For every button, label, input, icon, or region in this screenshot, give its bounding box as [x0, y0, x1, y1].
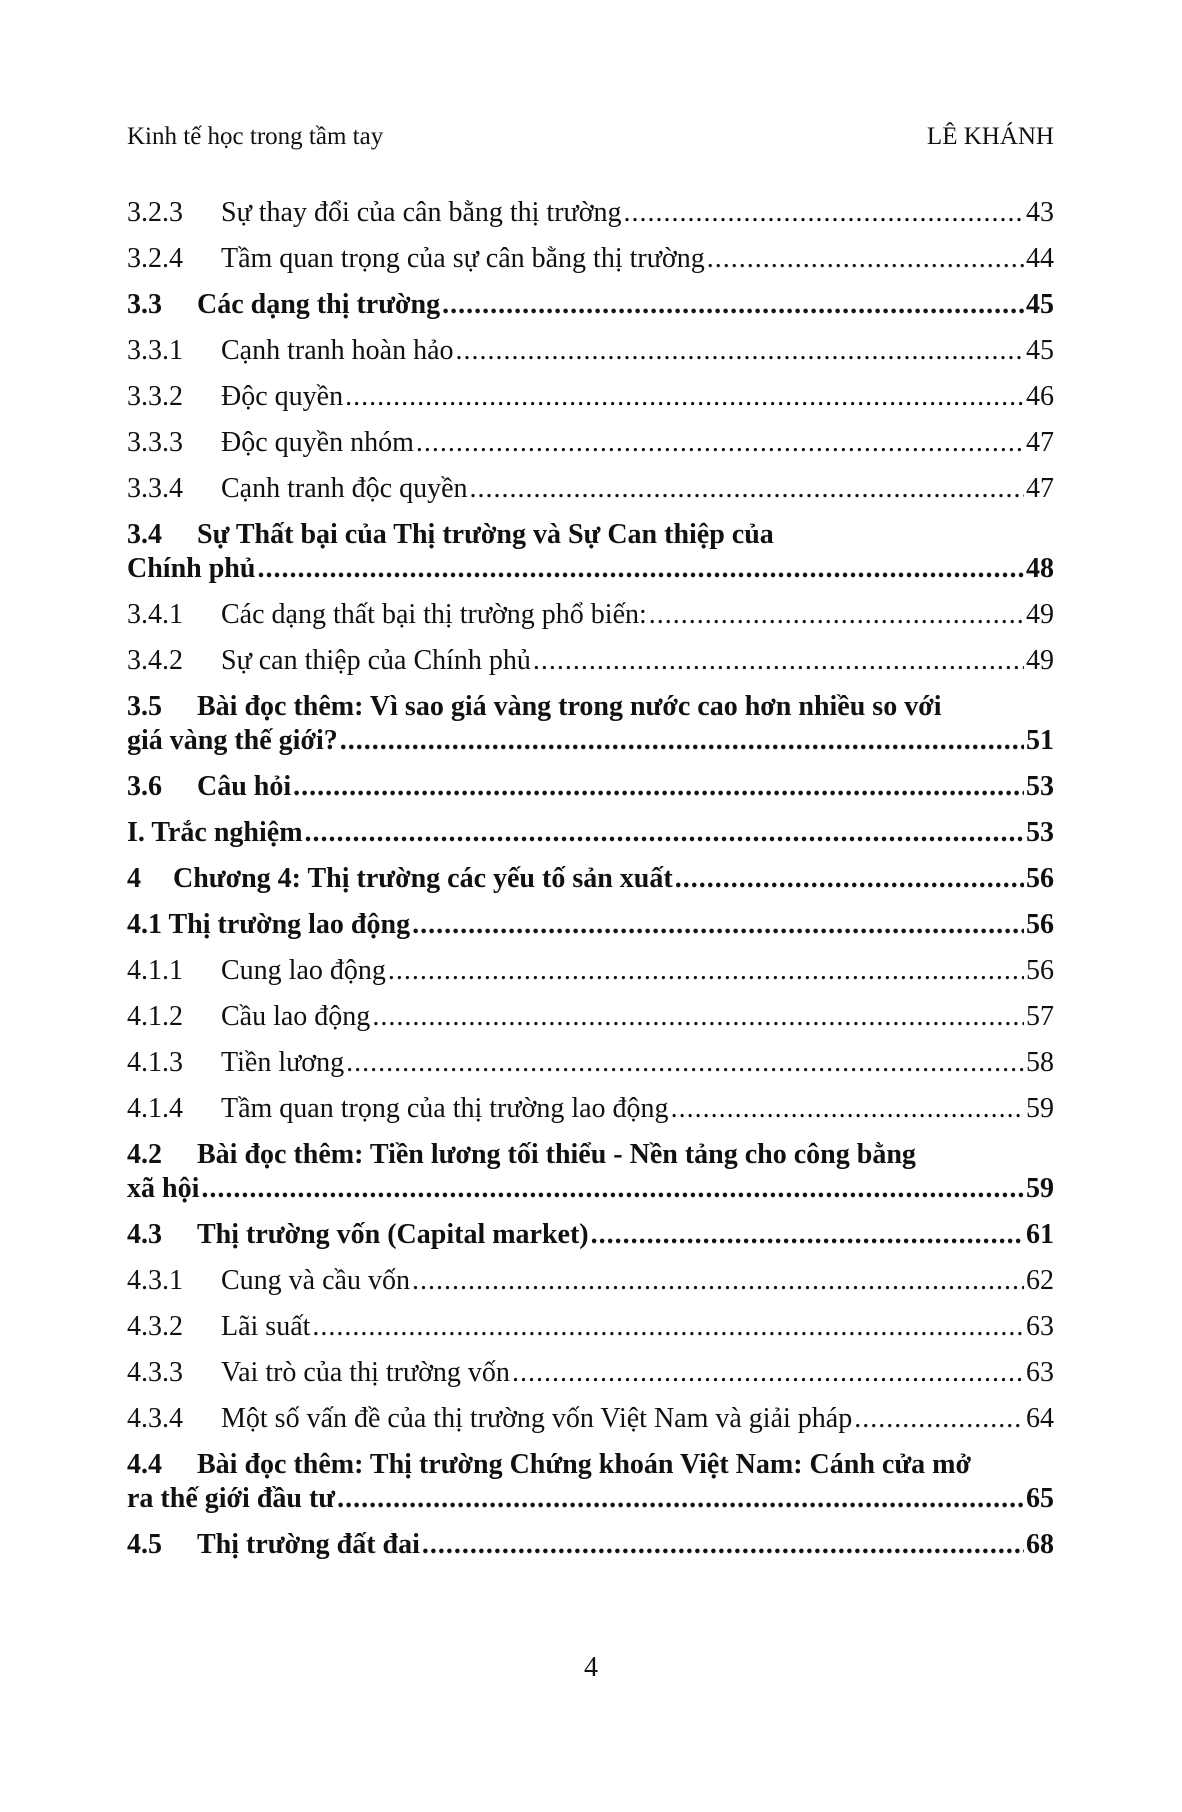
toc-entry-page: 49 — [1026, 645, 1054, 676]
toc-leader-dots — [422, 1528, 1024, 1562]
toc-entry-title: Cạnh tranh hoàn hảo — [221, 335, 454, 366]
toc-entry-title: Bài đọc thêm: Vì sao giá vàng trong nước cao hơn nhiều so với — [197, 691, 942, 722]
toc-entry-page: 59 — [1026, 1093, 1054, 1124]
toc-entry-number: 3.3 — [127, 289, 162, 320]
toc-entry[interactable] — [127, 1218, 1054, 1252]
toc-entry-title: Tiền lương — [221, 1047, 345, 1078]
toc-entry-title: Cung và cầu vốn — [221, 1265, 410, 1296]
toc-entry-number: 4.1.2 — [127, 1001, 183, 1032]
page-number: 4 — [584, 1652, 598, 1683]
book-title: Kinh tế học trong tầm tay — [127, 123, 384, 150]
toc-leader-dots — [293, 770, 1024, 804]
toc-entry-number: 3.2.4 — [127, 243, 183, 274]
toc-entry-page: 47 — [1026, 427, 1054, 458]
toc-entry-number: 4.5 — [127, 1529, 162, 1560]
toc-leader-dots — [591, 1218, 1024, 1252]
toc-leader-dots — [675, 862, 1024, 896]
toc-entry-title: Độc quyền — [221, 381, 344, 412]
toc-entry-number: 3.2.3 — [127, 197, 183, 228]
toc-entry[interactable] — [127, 644, 1054, 678]
toc-leader-dots — [512, 1356, 1024, 1390]
toc-leader-dots — [340, 724, 1024, 758]
toc-entry[interactable] — [127, 1448, 1054, 1516]
toc-entry-page: 58 — [1026, 1047, 1054, 1078]
toc-entry-number: 3.4 — [127, 519, 162, 550]
toc-entry-page: 63 — [1026, 1357, 1054, 1388]
toc-leader-dots — [388, 954, 1024, 988]
toc-leader-dots — [412, 1264, 1024, 1298]
toc-entry[interactable] — [127, 1092, 1054, 1126]
toc-entry-number: 3.4.2 — [127, 645, 183, 676]
toc-entry-title: Sự thay đổi của cân bằng thị trường — [221, 197, 622, 228]
toc-entry-title: 4.1 Thị trường lao động — [127, 909, 411, 940]
toc-entry-title-continued: Chính phủ — [127, 553, 256, 584]
toc-entry[interactable] — [127, 380, 1054, 414]
toc-entry-title-continued: giá vàng thế giới? — [127, 725, 338, 756]
toc-entry[interactable] — [127, 908, 1054, 942]
toc-entry[interactable] — [127, 862, 1054, 896]
toc-entry[interactable] — [127, 1138, 1054, 1206]
toc-leader-dots — [456, 334, 1025, 368]
toc-entry-number: 4 — [127, 863, 141, 894]
toc-entry-title: Bài đọc thêm: Tiền lương tối thiểu - Nền tảng cho công bằng — [197, 1139, 916, 1170]
toc-leader-dots — [470, 472, 1025, 506]
toc-entry[interactable] — [127, 242, 1054, 276]
toc-entry-number: 3.5 — [127, 691, 162, 722]
toc-entry[interactable] — [127, 690, 1054, 758]
toc-entry-title: Bài đọc thêm: Thị trường Chứng khoán Việt Nam: Cánh cửa mở — [197, 1449, 971, 1480]
toc-entry-number: 4.3 — [127, 1219, 162, 1250]
toc-leader-dots — [346, 1046, 1024, 1080]
toc-entry-number: 4.4 — [127, 1449, 162, 1480]
toc-entry-page: 57 — [1026, 1001, 1054, 1032]
toc-entry[interactable] — [127, 426, 1054, 460]
toc-entry-page: 68 — [1026, 1529, 1054, 1560]
toc-entry[interactable] — [127, 1528, 1054, 1562]
toc-entry-title: Sự Thất bại của Thị trường và Sự Can thiệp của — [197, 519, 774, 550]
toc-entry-page: 47 — [1026, 473, 1054, 504]
toc-entry[interactable] — [127, 472, 1054, 506]
toc-entry-number: 3.3.1 — [127, 335, 183, 366]
toc-entry-page: 53 — [1026, 771, 1054, 802]
toc-entry-title: Chương 4: Thị trường các yếu tố sản xuất — [173, 863, 673, 894]
toc-entry-title: Sự can thiệp của Chính phủ — [221, 645, 531, 676]
toc-entry-number: 4.2 — [127, 1139, 162, 1170]
toc-entry-page: 56 — [1026, 955, 1054, 986]
toc-entry-title: Cầu lao động — [221, 1001, 371, 1032]
toc-entry-page: 64 — [1026, 1403, 1054, 1434]
toc-entry-page: 62 — [1026, 1265, 1054, 1296]
toc-entry-number: 4.3.3 — [127, 1357, 183, 1388]
toc-entry-title: Độc quyền nhóm — [221, 427, 414, 458]
toc-entry-page: 56 — [1026, 909, 1054, 940]
toc-entry-title-continued: ra thế giới đầu tư — [127, 1483, 336, 1514]
toc-entry-title: Câu hỏi — [197, 771, 292, 802]
toc-entry[interactable] — [127, 1356, 1054, 1390]
toc-leader-dots — [257, 552, 1024, 586]
toc-leader-dots — [416, 426, 1024, 460]
toc-leader-dots — [372, 1000, 1024, 1034]
toc-leader-dots — [305, 816, 1024, 850]
toc-entry-number: 4.1.4 — [127, 1093, 183, 1124]
toc-entry-title: Các dạng thị trường — [197, 289, 441, 320]
toc-entry[interactable] — [127, 1402, 1054, 1436]
toc-entry-page: 46 — [1026, 381, 1054, 412]
toc-entry-title: I. Trắc nghiệm — [127, 817, 303, 848]
toc-entry-title: Vai trò của thị trường vốn — [221, 1357, 510, 1388]
author-name: LÊ KHÁNH — [926, 123, 1054, 150]
toc-entry-title: Các dạng thất bại thị trường phổ biến: — [221, 599, 647, 630]
toc-entry-number: 4.1.3 — [127, 1047, 183, 1078]
toc-leader-dots — [854, 1402, 1024, 1436]
toc-entry-page: 49 — [1026, 599, 1054, 630]
toc-entry-title: Lãi suất — [221, 1311, 311, 1342]
toc-entry[interactable] — [127, 816, 1054, 850]
toc-entry-title: Cạnh tranh độc quyền — [221, 473, 468, 504]
toc-leader-dots — [671, 1092, 1024, 1126]
toc-entry-title: Thị trường đất đai — [197, 1529, 420, 1560]
toc-entry-title: Cung lao động — [221, 955, 386, 986]
toc-leader-dots — [312, 1310, 1024, 1344]
toc-leader-dots — [345, 380, 1024, 414]
toc-entry-number: 4.1.1 — [127, 955, 183, 986]
toc-entry-title-continued: xã hội — [127, 1173, 200, 1204]
running-header — [127, 122, 1054, 152]
toc-entry-number: 3.4.1 — [127, 599, 183, 630]
toc-entry-number: 3.3.4 — [127, 473, 183, 504]
toc-entry-title: Thị trường vốn (Capital market) — [197, 1219, 589, 1250]
toc-entry[interactable] — [127, 1310, 1054, 1344]
table-of-contents — [127, 196, 1054, 1574]
toc-leader-dots — [412, 908, 1024, 942]
toc-leader-dots — [649, 598, 1024, 632]
toc-leader-dots — [533, 644, 1024, 678]
toc-entry-page: 56 — [1026, 863, 1054, 894]
toc-entry[interactable] — [127, 954, 1054, 988]
toc-entry[interactable] — [127, 1264, 1054, 1298]
toc-entry-title: Một số vấn đề của thị trường vốn Việt Nam và giải pháp — [221, 1403, 853, 1434]
toc-entry-title: Tầm quan trọng của sự cân bằng thị trường — [221, 243, 705, 274]
toc-entry[interactable] — [127, 288, 1054, 322]
toc-entry-page: 48 — [1026, 553, 1054, 584]
toc-entry[interactable] — [127, 770, 1054, 804]
toc-entry-title: Tầm quan trọng của thị trường lao động — [221, 1093, 669, 1124]
toc-entry-page: 61 — [1026, 1219, 1054, 1250]
toc-entry-page: 51 — [1026, 725, 1054, 756]
toc-entry-page: 45 — [1026, 289, 1054, 320]
toc-entry-number: 4.3.1 — [127, 1265, 183, 1296]
toc-entry[interactable] — [127, 334, 1054, 368]
toc-entry-number: 3.3.2 — [127, 381, 183, 412]
toc-entry[interactable] — [127, 1000, 1054, 1034]
toc-entry[interactable] — [127, 1046, 1054, 1080]
toc-entry-page: 43 — [1026, 197, 1054, 228]
toc-leader-dots — [337, 1482, 1024, 1516]
toc-entry-number: 4.3.2 — [127, 1311, 183, 1342]
toc-entry-page: 63 — [1026, 1311, 1054, 1342]
toc-leader-dots — [201, 1172, 1024, 1206]
toc-leader-dots — [624, 196, 1024, 230]
toc-entry[interactable] — [127, 196, 1054, 230]
toc-leader-dots — [707, 242, 1024, 276]
toc-entry-number: 4.3.4 — [127, 1403, 183, 1434]
toc-entry-number: 3.3.3 — [127, 427, 183, 458]
toc-entry-page: 53 — [1026, 817, 1054, 848]
toc-entry-page: 59 — [1026, 1173, 1054, 1204]
toc-entry-page: 44 — [1026, 243, 1054, 274]
toc-entry[interactable] — [127, 598, 1054, 632]
toc-entry[interactable] — [127, 518, 1054, 586]
toc-entry-page: 45 — [1026, 335, 1054, 366]
toc-entry-number: 3.6 — [127, 771, 162, 802]
toc-entry-page: 65 — [1026, 1483, 1054, 1514]
toc-leader-dots — [442, 288, 1024, 322]
